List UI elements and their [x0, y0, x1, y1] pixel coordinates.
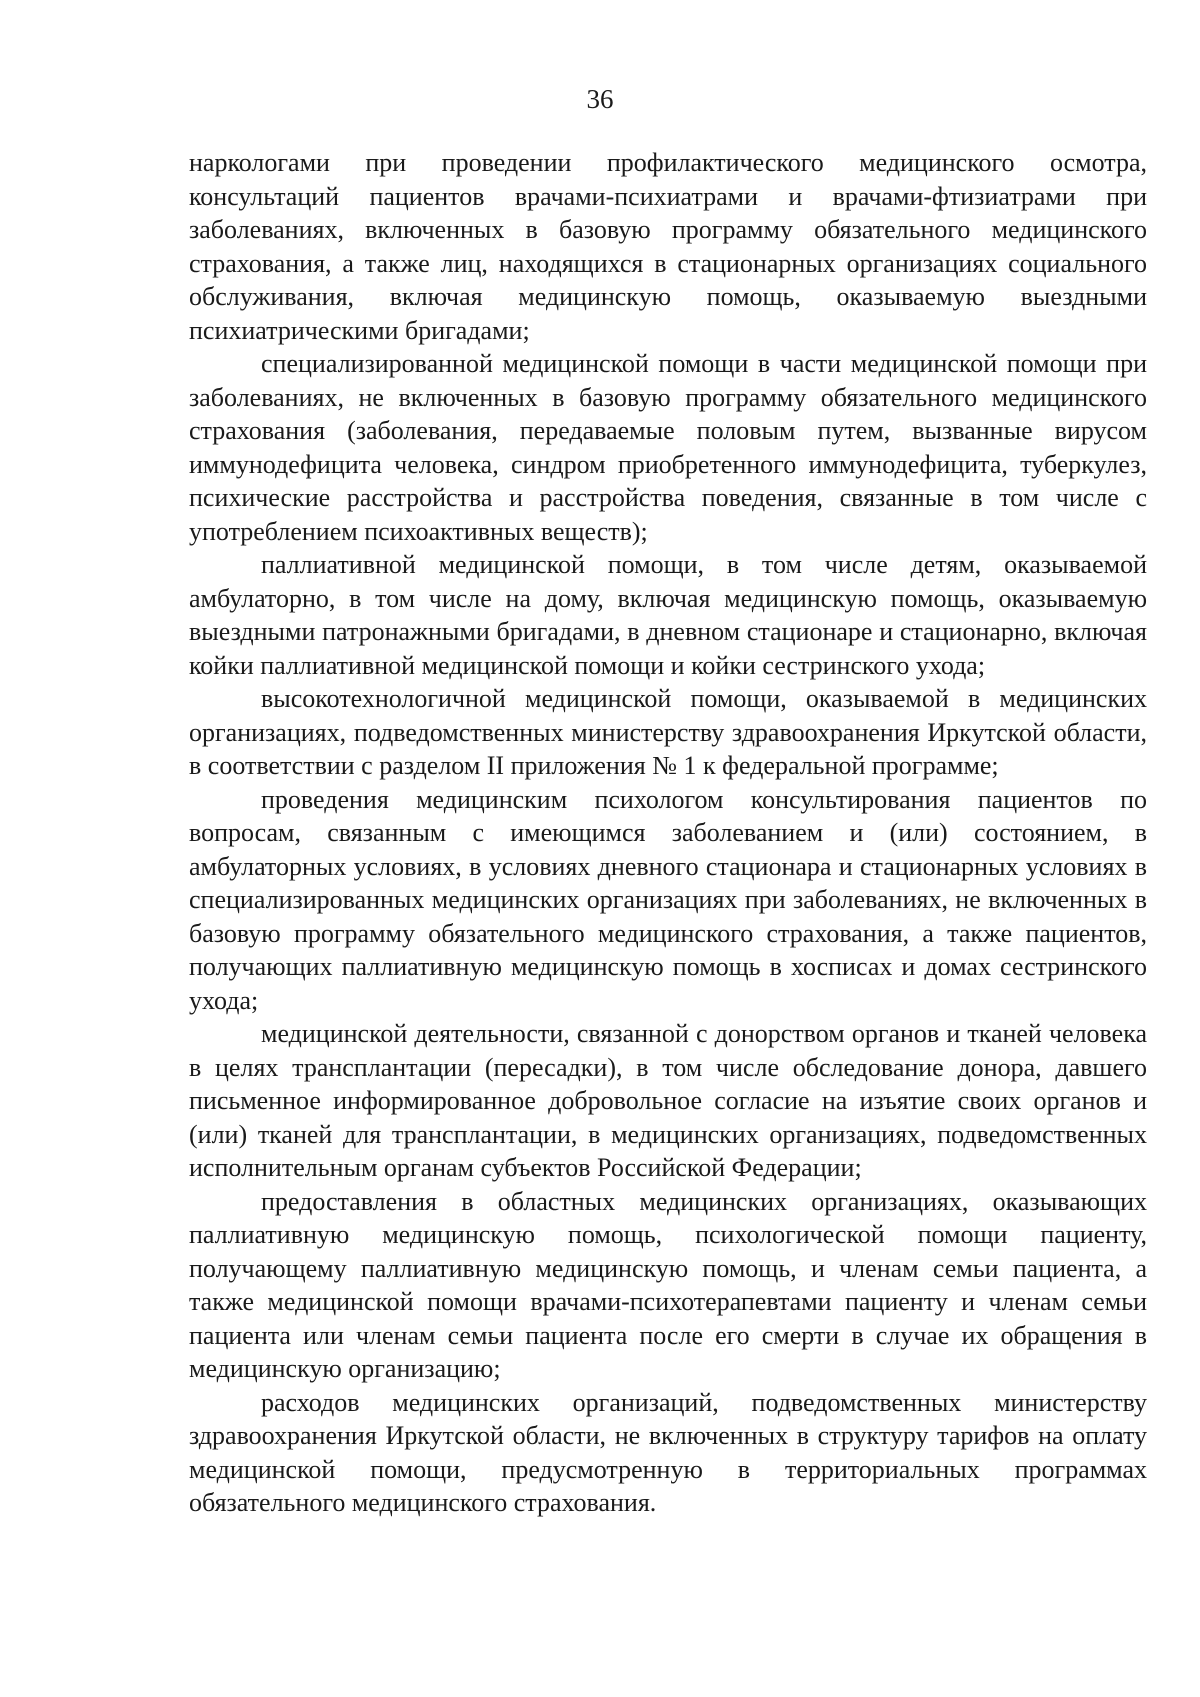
paragraph-high-tech-care: высокотехнологичной медицинской помощи, оказываемой в медицинских организациях, подведомственных министерству здравоохранения Иркутской области, в соответствии с разделом II приложения № 1 к федеральной программе; [189, 684, 1147, 780]
paragraph-psychological-help: предоставления в областных медицинских организациях, оказывающих паллиативную медицинскую помощь, психологической помощи пациенту, получающему паллиативную медицинскую помощь, и членам семьи пациента, а также медицинской помощи врачами-психотерапевтами пациенту и членам семьи пациента или членам семьи пациента после его смерти в случае их обращения в медицинскую организацию; [189, 1186, 1147, 1383]
paragraph-palliative-care: паллиативной медицинской помощи, в том числе детям, оказываемой амбулаторно, в том числе на дому, включая медицинскую помощь, оказываемую выездными патронажными бригадами, в дневном стационаре и стационарно, включая койки паллиативной медицинской помощи и койки сестринского ухода; [189, 550, 1147, 680]
paragraph-continuation: наркологами при проведении профилактического медицинского осмотра, консультаций пациентов врачами-психиатрами и врачами-фтизиатрами при заболеваниях, включенных в базовую программу обязательного медицинского страхования, а также лиц, находящихся в стационарных организациях социального обслуживания, включая медицинскую помощь, оказываемую выездными психиатрическими бригадами; [189, 148, 1147, 345]
paragraph-specialized-care: специализированной медицинской помощи в части медицинской помощи при заболеваниях, не включенных в базовую программу обязательного медицинского страхования (заболевания, передаваемые половым путем, вызванные вирусом иммунодефицита человека, синдром приобретенного иммунодефицита, туберкулез, психические расстройства и расстройства поведения, связанные в том числе с употреблением психоактивных веществ); [189, 349, 1147, 546]
paragraph-organ-donation: медицинской деятельности, связанной с донорством органов и тканей человека в целях трансплантации (пересадки), в том числе обследование донора, давшего письменное информированное добровольное согласие на изъятие своих органов и (или) тканей для трансплантации, в медицинских организациях, подведомственных исполнительным органам субъектов Российской Федерации; [189, 1019, 1147, 1182]
paragraph-expenses: расходов медицинских организаций, подведомственных министерству здравоохранения Иркутской области, не включенных в структуру тарифов на оплату медицинской помощи, предусмотренную в территориальных программах обязательного медицинского страхования. [189, 1387, 1147, 1517]
document-body [189, 146, 1147, 1520]
paragraph-psychologist-counseling: проведения медицинским психологом консультирования пациентов по вопросам, связанным с имеющимся заболеванием и (или) состоянием, в амбулаторных условиях, в условиях дневного стационара и стационарных условиях в специализированных медицинских организациях при заболеваниях, не включенных в базовую программу обязательного медицинского страхования, а также пациентов, получающих паллиативную медицинскую помощь в хосписах и домах сестринского ухода; [189, 784, 1147, 1015]
page-number: 36 [586, 84, 614, 114]
